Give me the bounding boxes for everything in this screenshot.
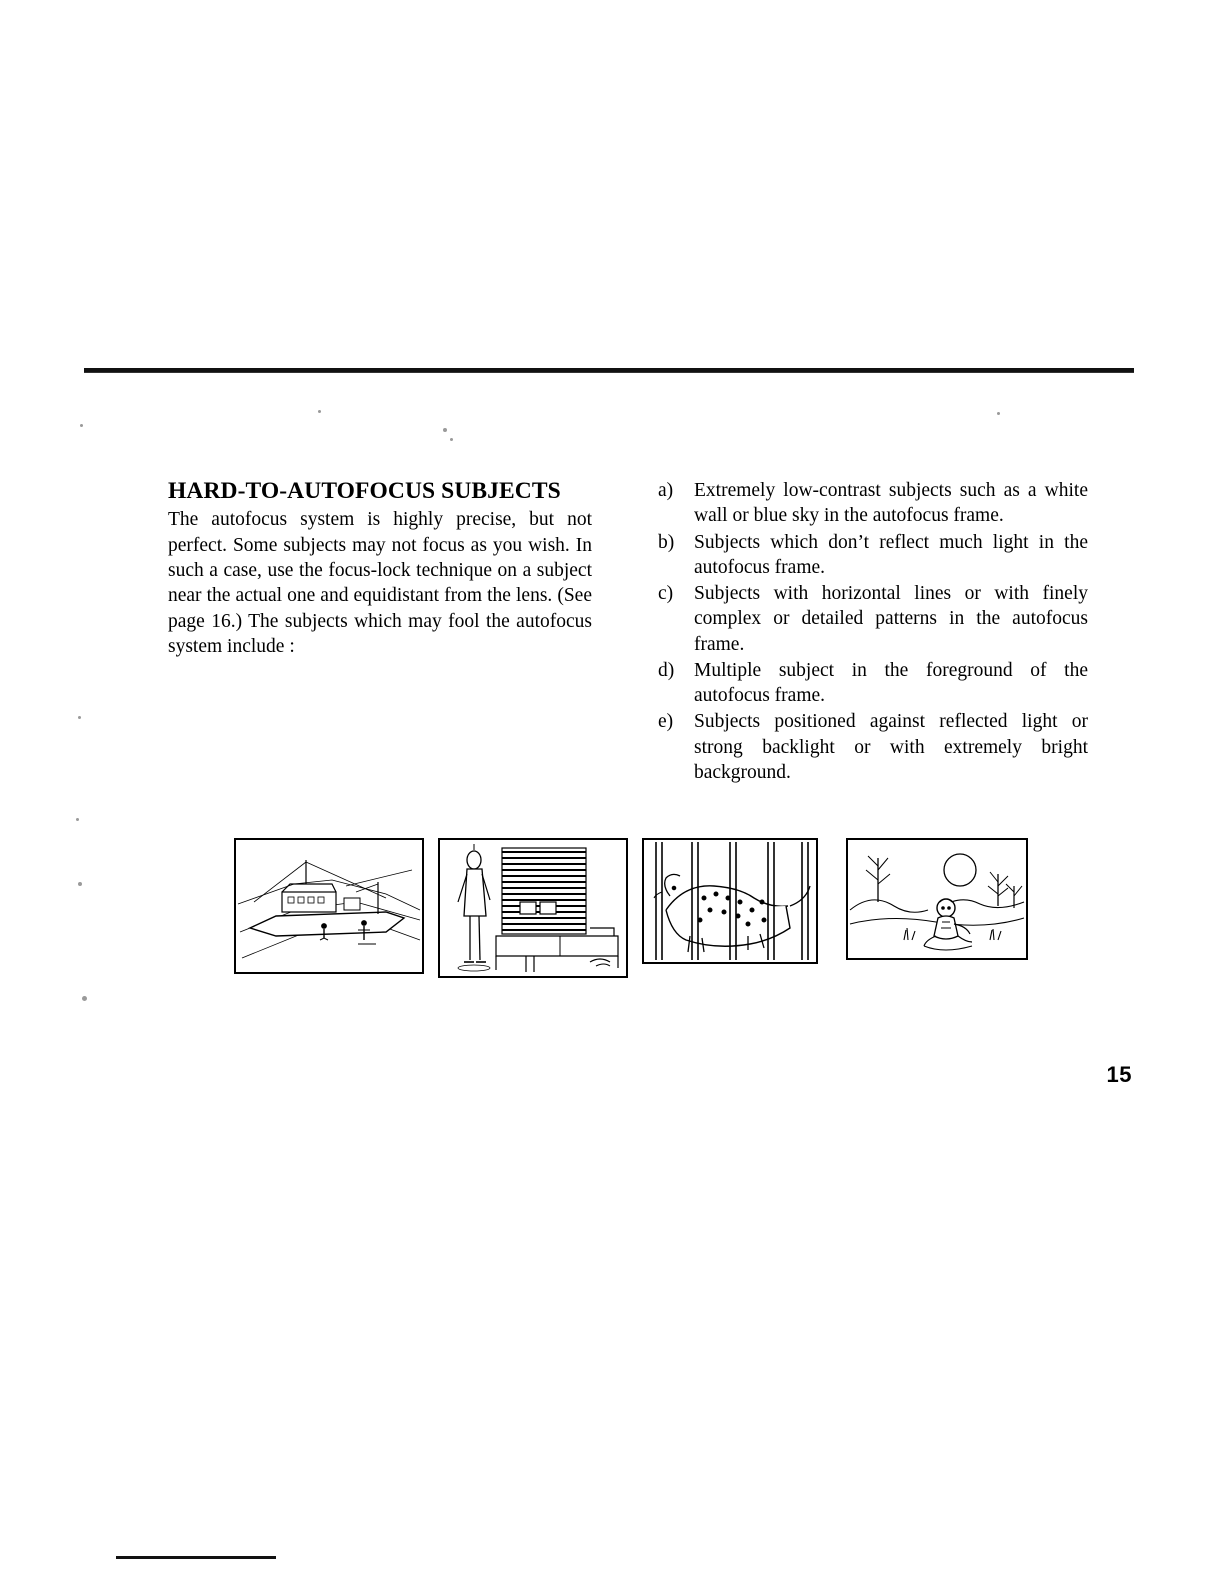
scan-speck (318, 410, 321, 413)
list-item-label: Extremely low-contrast subjects such as a white wall or blue sky in the autofocus frame. (694, 480, 1088, 527)
list-item (658, 530, 1088, 581)
list-item-label: Subjects which don’t reflect much light in the autofocus frame. (694, 531, 1088, 578)
list-item-marker: c) (658, 583, 674, 604)
footer-rule (116, 1556, 276, 1559)
intro-paragraph: The autofocus system is highly precise, but not perfect. Some subjects may not focus as you wish. In such a case, use the focus-lock technique on a subject near the actual one and equidistant from the lens. (See page 16.) The subjects which may fool the autofocus system include : (168, 509, 592, 658)
boat-illustration-drawing (236, 840, 422, 972)
list-item (658, 658, 1088, 709)
illustration-strip (234, 838, 1024, 978)
header-rule (84, 368, 1134, 372)
hard-to-autofocus-list (658, 478, 1088, 785)
scan-speck (997, 412, 1000, 415)
scan-speck (82, 996, 87, 1001)
list-item-label: Subjects with horizontal lines or with finely complex or detailed patterns in the autofocus frame. (694, 583, 1088, 655)
list-item (658, 581, 1088, 657)
list-item (658, 478, 1088, 529)
list-item-marker: e) (658, 711, 674, 733)
illustration-child-backlit-sun (846, 838, 1028, 960)
list-item-label: Multiple subject in the foreground of the autofocus frame. (694, 659, 1088, 706)
right-column (658, 478, 1088, 786)
page-number: 15 (1106, 1062, 1132, 1087)
shutter-blinds-drawing (440, 840, 626, 976)
scan-speck (450, 438, 453, 441)
list-item-label: Subjects positioned against reflected light or strong backlight or with extremely bright background. (694, 711, 1088, 783)
scan-speck (76, 818, 79, 821)
illustration-leopard-behind-bars (642, 838, 818, 964)
left-column (168, 478, 592, 659)
page-title: HARD-TO-AUTOFOCUS SUBJECTS (168, 478, 561, 504)
illustration-person-by-shutter-blinds (438, 838, 628, 978)
leopard-bars-drawing (644, 840, 816, 962)
list-item-marker: b) (658, 531, 675, 553)
list-item (658, 709, 1088, 785)
scan-speck (78, 882, 82, 886)
scan-speck (80, 424, 83, 427)
scan-speck (443, 428, 447, 432)
list-item-marker: a) (658, 480, 674, 501)
backlit-child-drawing (848, 840, 1026, 958)
scan-speck (78, 716, 81, 719)
illustration-boat-on-water (234, 838, 424, 974)
list-item-marker: d) (658, 659, 675, 681)
